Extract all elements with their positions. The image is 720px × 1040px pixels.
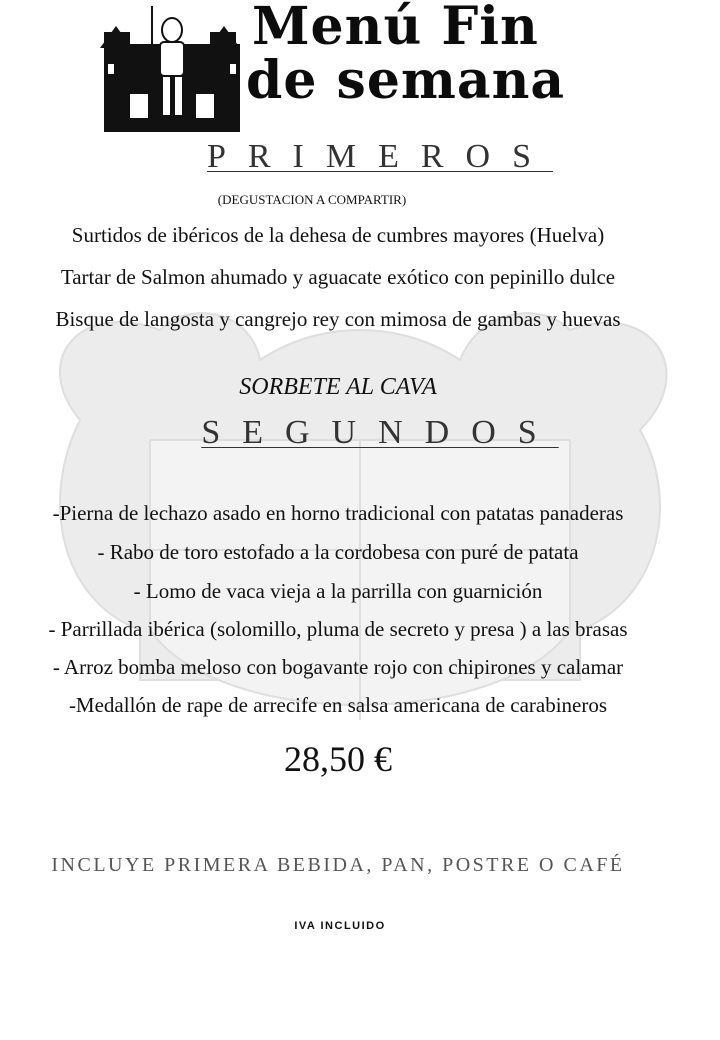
title-line-2: de semana: [246, 50, 566, 111]
segundos-item-3: - Lomo de vaca vieja a la parrilla con guarnición: [133, 579, 543, 603]
segundos-item-5: - Arroz bomba meloso con bogavante rojo con chipirones y calamar: [52, 655, 624, 679]
vat-included-note: IVA INCLUIDO: [294, 920, 386, 932]
title-line-1: Menú Fin: [252, 0, 539, 57]
menu-title: [246, 0, 606, 111]
menu-price: 28,50 €: [284, 739, 392, 779]
includes-note: INCLUYE PRIMERA BEBIDA, PAN, POSTRE O CAFÉ: [51, 854, 625, 876]
primeros-item-3: Bisque de langosta y cangrejo rey con mimosa de gambas y huevas: [55, 307, 621, 331]
primeros-heading: PRIMEROS: [206, 138, 554, 175]
segundos-item-6: -Medallón de rape de arrecife en salsa americana de carabineros: [68, 693, 608, 717]
primeros-item-1: Surtidos de ibéricos de la dehesa de cumbres mayores (Huelva): [71, 223, 605, 247]
segundos-heading: SEGUNDOS: [201, 414, 559, 451]
primeros-item-2: Tartar de Salmon ahumado y aguacate exótico con pepinillo dulce: [60, 265, 616, 289]
segundos-item-4: - Parrillada ibérica (solomillo, pluma de secreto y presa ) a las brasas: [48, 617, 628, 641]
segundos-item-1: -Pierna de lechazo asado en horno tradicional con patatas panaderas: [52, 501, 624, 525]
primeros-note: (DEGUSTACION A COMPARTIR): [217, 192, 407, 207]
knight-castle-logo: [100, 4, 245, 136]
segundos-item-2: - Rabo de toro estofado a la cordobesa con puré de patata: [97, 540, 579, 564]
sorbete-line: SORBETE AL CAVA: [239, 374, 437, 400]
